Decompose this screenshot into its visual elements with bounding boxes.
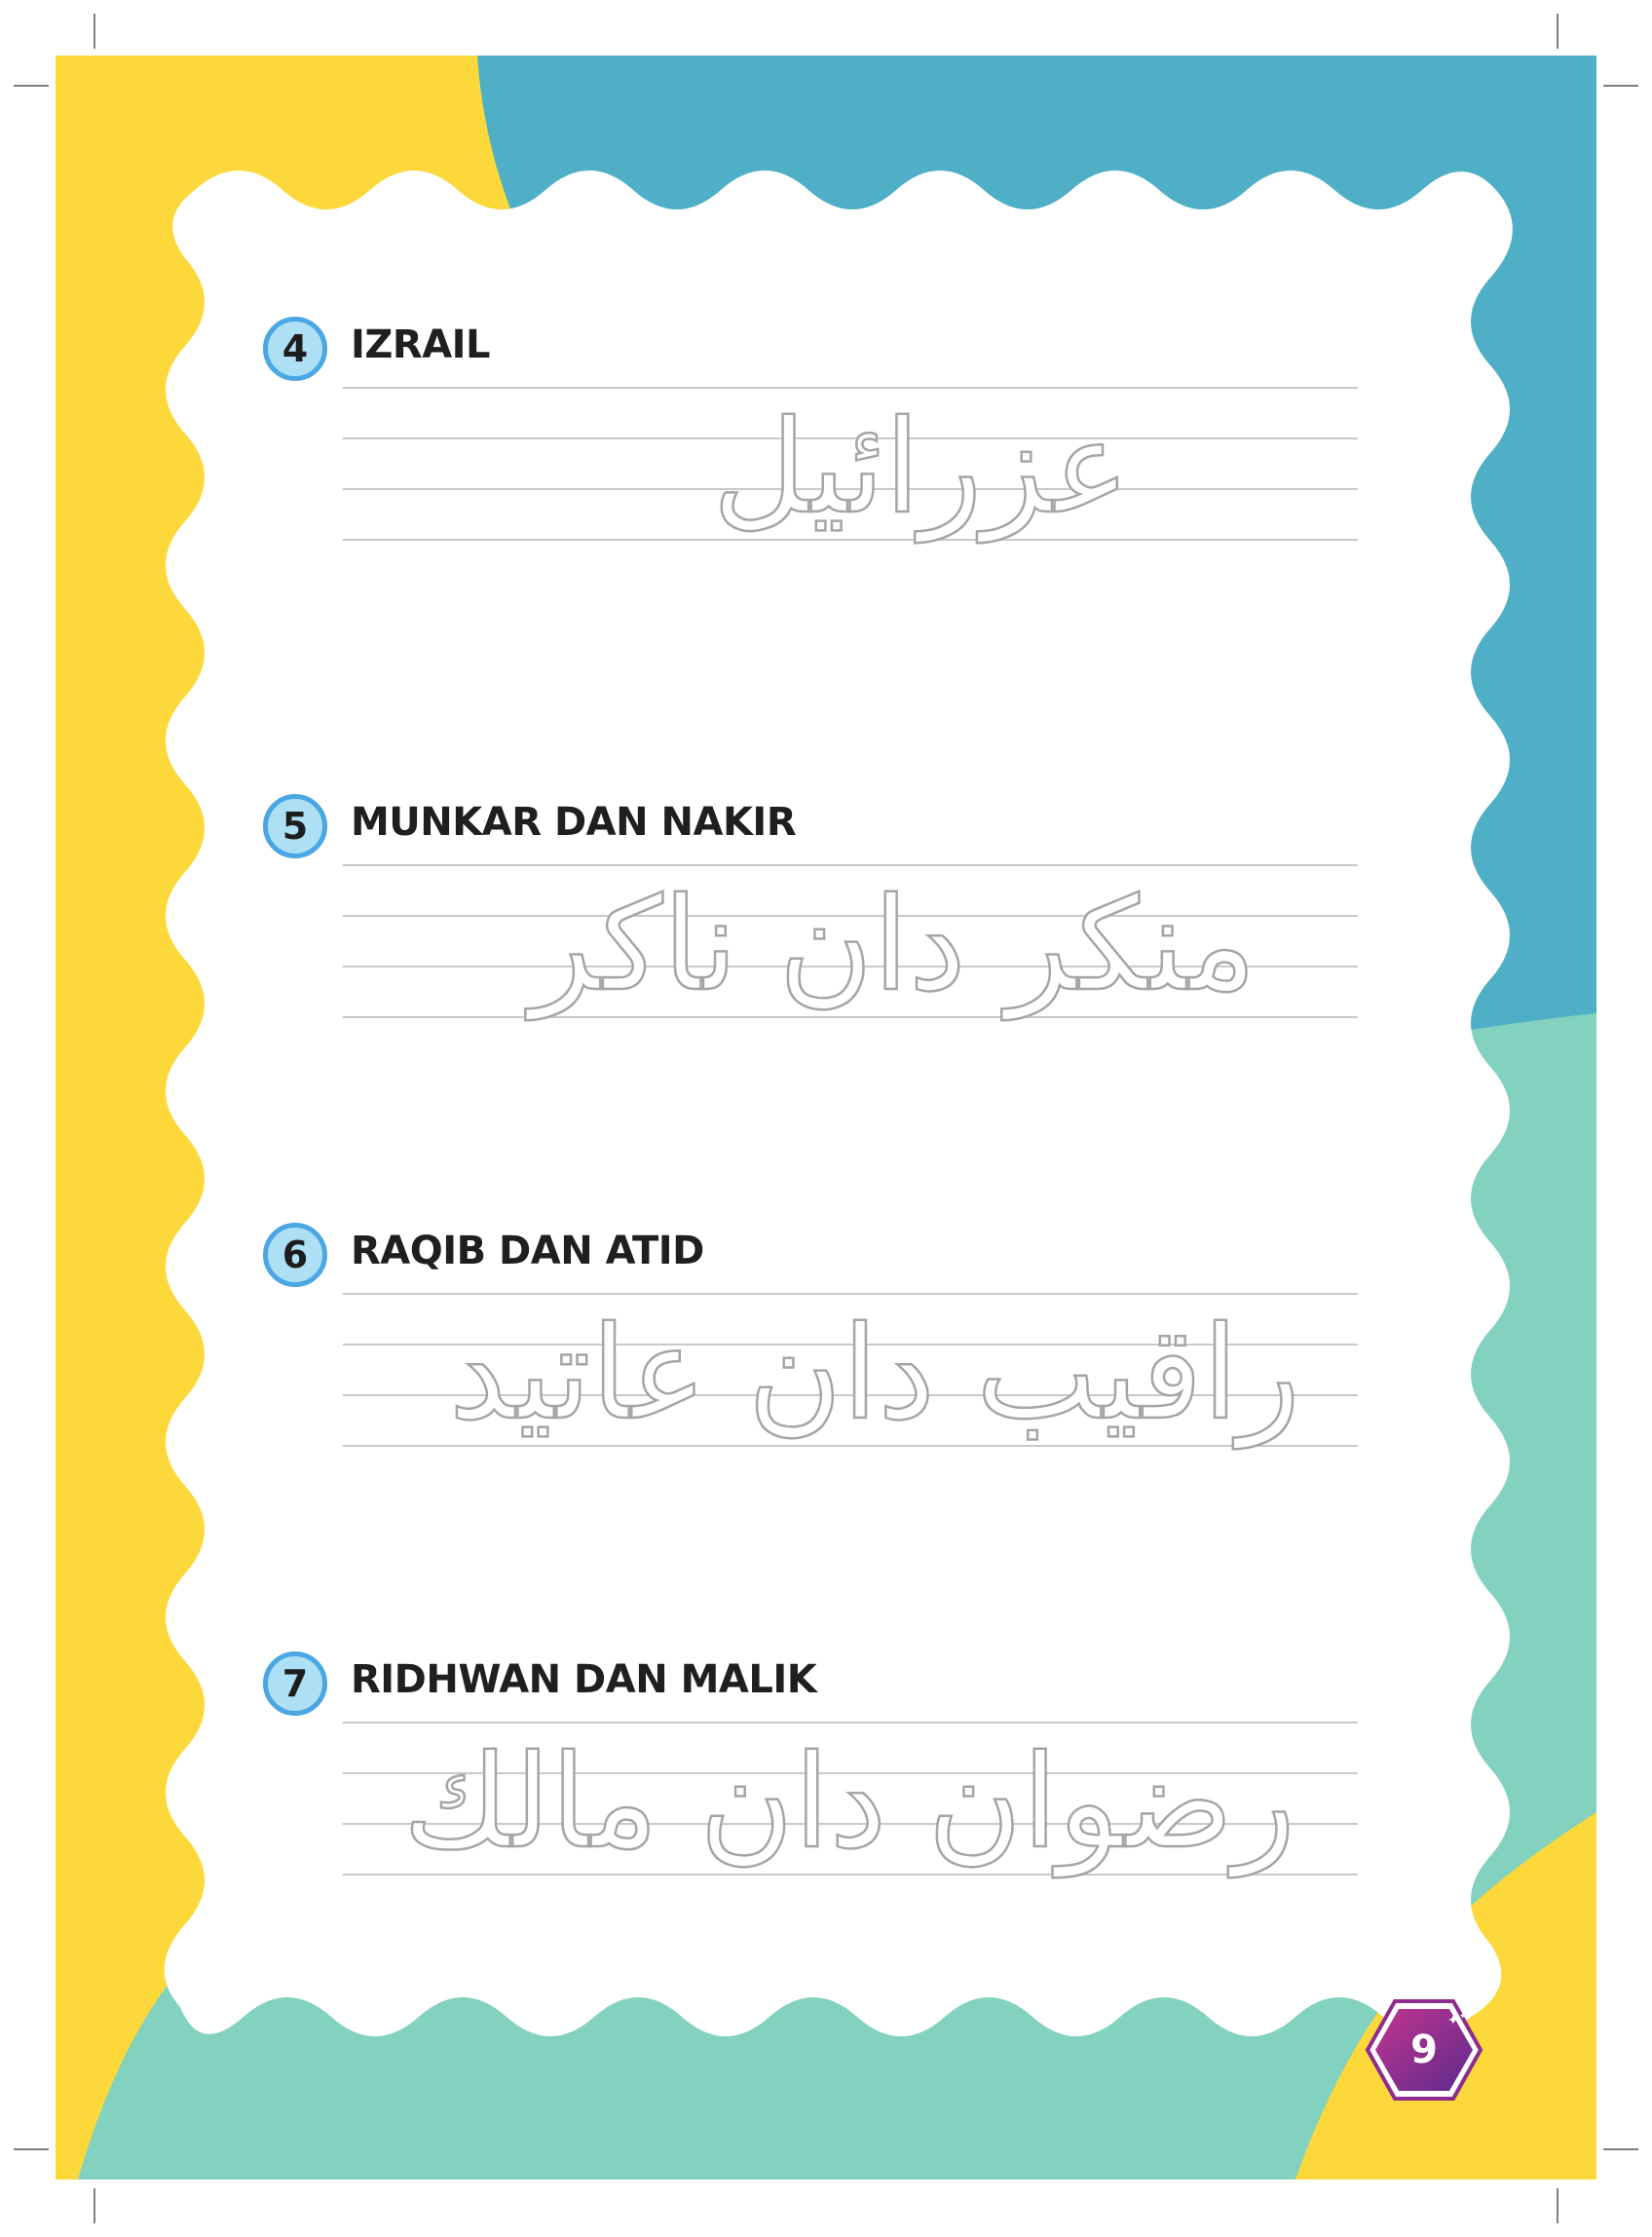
svg-text:✦: ✦	[1459, 2012, 1467, 2022]
trace-arabic-text: رضوان دان مالك	[402, 1727, 1295, 1877]
page-number: 9	[1410, 2028, 1438, 2072]
svg-text:✦: ✦	[1447, 2013, 1459, 2028]
trace-arabic-text: منكر دان ناكر	[530, 870, 1257, 1020]
item-title: MUNKAR DAN NAKIR	[351, 800, 797, 845]
trace-arabic-text: عزرائيل	[712, 393, 1130, 543]
number-badge: 6	[263, 1223, 327, 1287]
item-title: IZRAIL	[351, 322, 491, 367]
number-badge: 5	[263, 794, 327, 858]
number-badge: 7	[263, 1651, 327, 1716]
item-title: RIDHWAN DAN MALIK	[351, 1657, 817, 1702]
trace-arabic-text: راقيب دان عاتيد	[448, 1299, 1300, 1449]
number-badge: 4	[263, 317, 327, 381]
item-title: RAQIB DAN ATID	[351, 1229, 704, 1273]
